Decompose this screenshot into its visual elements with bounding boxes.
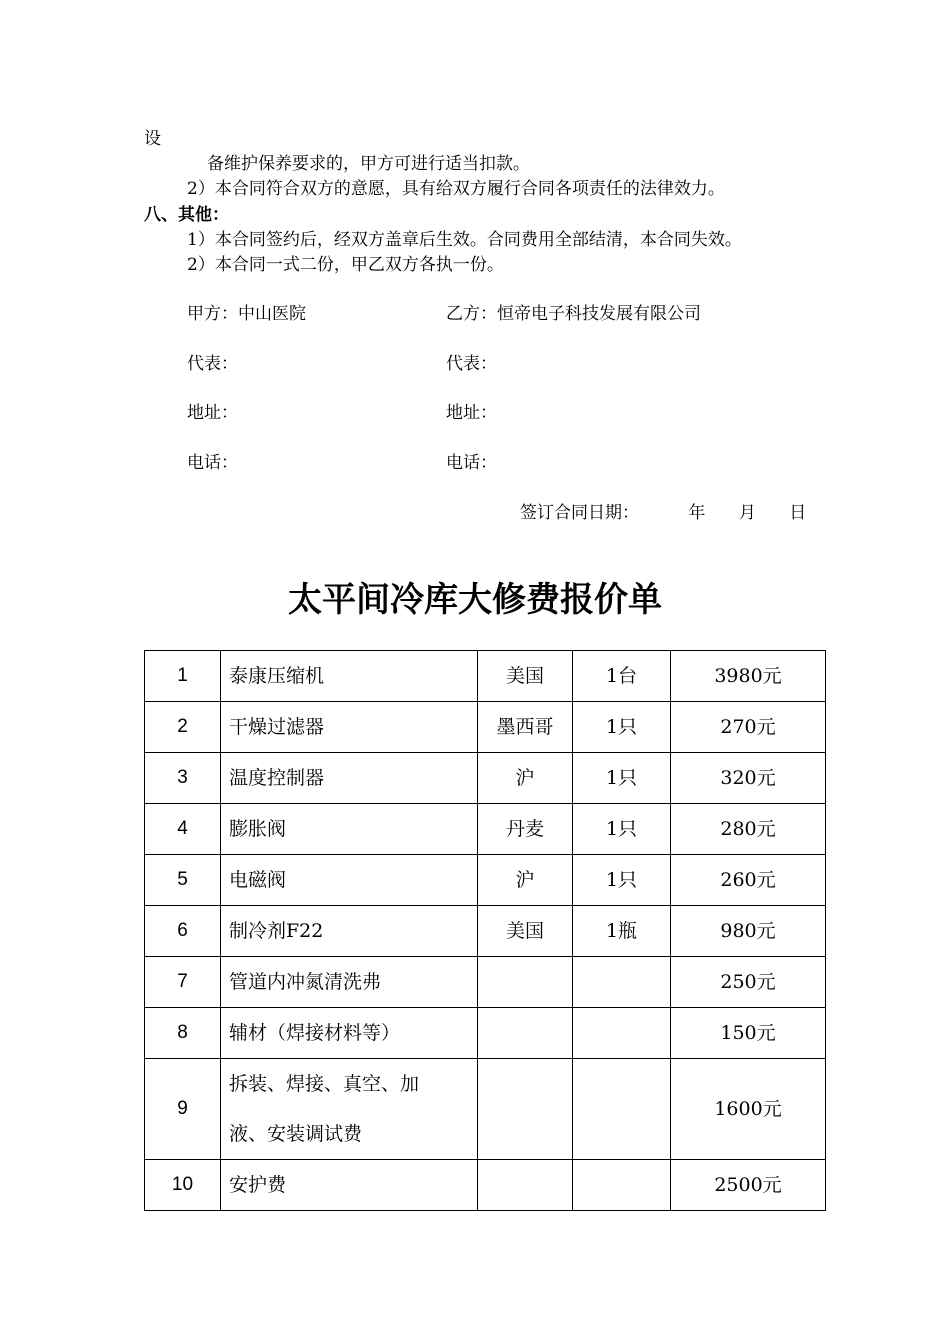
- sign-date-year: 年: [688, 503, 706, 523]
- table-row: [145, 906, 826, 957]
- party-a-address: 地址：: [187, 403, 238, 423]
- section-heading: 八、其他：: [144, 205, 229, 225]
- item-name: 管道内冲氮清洗弗: [221, 957, 478, 1008]
- party-a: 甲方：中山医院: [187, 304, 306, 324]
- item-quantity: 1只: [573, 753, 671, 804]
- table-row: [145, 651, 826, 702]
- row-number: 9: [145, 1059, 221, 1160]
- item-price: 270元: [671, 702, 826, 753]
- item-quantity: [573, 1059, 671, 1160]
- row-number: 6: [145, 906, 221, 957]
- table-row: [145, 1008, 826, 1059]
- item-price: 980元: [671, 906, 826, 957]
- item-name: 电磁阀: [221, 855, 478, 906]
- contract-line: 设: [144, 129, 161, 149]
- item-name: [221, 1059, 478, 1160]
- row-number: 7: [145, 957, 221, 1008]
- item-quantity: [573, 957, 671, 1008]
- item-name: 干燥过滤器: [221, 702, 478, 753]
- item-price: 260元: [671, 855, 826, 906]
- item-name-line: 液、安装调试费: [229, 1123, 363, 1145]
- item-price: 320元: [671, 753, 826, 804]
- row-number: 1: [145, 651, 221, 702]
- item-origin: [478, 1008, 573, 1059]
- item-quantity: 1只: [573, 702, 671, 753]
- quote-table: [144, 650, 826, 1211]
- contract-line: 2）本合同一式二份，甲乙双方各执一份。: [187, 255, 504, 275]
- row-number: 2: [145, 702, 221, 753]
- table-row: [145, 1160, 826, 1211]
- party-b-rep: 代表：: [446, 354, 497, 374]
- row-number: 5: [145, 855, 221, 906]
- sign-date-label: 签订合同日期：: [520, 503, 639, 523]
- item-origin: 墨西哥: [478, 702, 573, 753]
- item-origin: 沪: [478, 753, 573, 804]
- party-b-address: 地址：: [446, 403, 497, 423]
- item-price: 280元: [671, 804, 826, 855]
- item-origin: [478, 1160, 573, 1211]
- item-origin: 美国: [478, 906, 573, 957]
- item-name: 制冷剂F22: [221, 906, 478, 957]
- row-number: 3: [145, 753, 221, 804]
- item-origin: 美国: [478, 651, 573, 702]
- party-a-phone: 电话：: [187, 453, 238, 473]
- item-origin: [478, 1059, 573, 1160]
- table-row: [145, 855, 826, 906]
- sign-date: [520, 502, 806, 524]
- item-price: 250元: [671, 957, 826, 1008]
- item-origin: 丹麦: [478, 804, 573, 855]
- row-number: 10: [145, 1160, 221, 1211]
- item-price: 2500元: [671, 1160, 826, 1211]
- quote-title: 太平间冷库大修费报价单: [288, 580, 662, 620]
- contract-line: 1）本合同签约后，经双方盖章后生效。合同费用全部结清，本合同失效。: [187, 230, 742, 250]
- table-row: [145, 753, 826, 804]
- item-quantity: 1台: [573, 651, 671, 702]
- item-quantity: 1瓶: [573, 906, 671, 957]
- item-quantity: [573, 1160, 671, 1211]
- table-row: [145, 702, 826, 753]
- sign-date-month: 月: [738, 503, 756, 523]
- contract-line: 备维护保养要求的，甲方可进行适当扣款。: [207, 154, 530, 174]
- item-origin: [478, 957, 573, 1008]
- item-price: 1600元: [671, 1059, 826, 1160]
- item-origin: 沪: [478, 855, 573, 906]
- item-name: 泰康压缩机: [221, 651, 478, 702]
- item-price: 3980元: [671, 651, 826, 702]
- table-row: [145, 957, 826, 1008]
- item-name: 安护费: [221, 1160, 478, 1211]
- item-price: 150元: [671, 1008, 826, 1059]
- item-quantity: 1只: [573, 804, 671, 855]
- item-name: 温度控制器: [221, 753, 478, 804]
- row-number: 8: [145, 1008, 221, 1059]
- table-row: [145, 804, 826, 855]
- item-quantity: 1只: [573, 855, 671, 906]
- item-name: 辅材（焊接材料等）: [221, 1008, 478, 1059]
- sign-date-day: 日: [789, 503, 807, 523]
- item-quantity: [573, 1008, 671, 1059]
- party-b: 乙方：恒帝电子科技发展有限公司: [446, 304, 701, 324]
- party-a-rep: 代表：: [187, 354, 238, 374]
- table-row: [145, 1059, 826, 1160]
- item-name-line: 拆装、焊接、真空、加: [229, 1073, 420, 1095]
- contract-line: 2）本合同符合双方的意愿，具有给双方履行合同各项责任的法律效力。: [187, 179, 725, 199]
- party-b-phone: 电话：: [446, 453, 497, 473]
- row-number: 4: [145, 804, 221, 855]
- item-name: 膨胀阀: [221, 804, 478, 855]
